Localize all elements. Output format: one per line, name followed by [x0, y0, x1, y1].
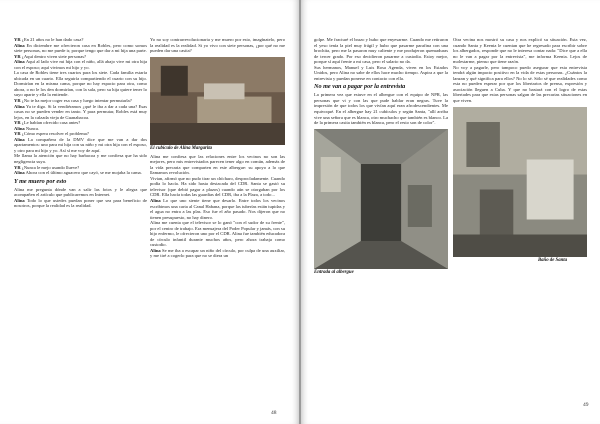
speaker-label: Alina	[150, 247, 161, 253]
paragraph	[14, 70, 147, 98]
speaker-label: YR	[14, 98, 21, 104]
speaker-label: Alina	[14, 197, 25, 203]
photo-icon	[314, 129, 448, 269]
paragraph	[14, 198, 147, 209]
column-1	[14, 37, 147, 209]
paragraph-text: Nunca.	[25, 125, 40, 131]
speaker-label: YR	[14, 131, 21, 137]
speaker-label: Alina	[14, 59, 25, 65]
photo-icon	[453, 107, 587, 257]
speaker-label: Alina	[14, 103, 25, 109]
paragraph-text: Aquí al lado vive mi hija con el niño, allá abajo vive mi otra hija con el esposo; aquí vivimos mi hijo y yo.	[14, 59, 147, 70]
paragraph-text: ¿Aquí dentro viven siete personas?	[21, 53, 87, 59]
paragraph-text: Ahora con el último aguacero que cayó, se me mojaba la cama.	[25, 170, 142, 176]
paragraph	[14, 170, 147, 176]
paragraph-text: golpe. Me fracturé el brazo y hubo que enyesarme. Cuando me retiraron el yeso tenía la piel muy frágil y hubo que pasarme parafina con una brochita, pero me la pasaron muy caliente y me produjeron quemaduras de tercer grado. Por eso decidieron pasarme a custodia. Estoy mejor, porque sí aquí frente a mi casa, pero el salario no da.	[314, 37, 448, 65]
paragraph	[150, 154, 285, 176]
paragraph	[14, 137, 147, 154]
paragraph-text: Sus hermanos, Manuel y Luis Rosa Agenda, viven en los Estados Unidos, pero Alina no sabe de ellos hace mucho tiempo. Aspira a que la entrevista y puedan ponerse en contacto con ella.	[314, 64, 448, 81]
photo-shelter-entrance	[314, 129, 448, 269]
speaker-label: Alina	[14, 136, 25, 142]
photo-icon	[150, 57, 285, 145]
section-heading: Y me muero por esto	[14, 177, 67, 185]
section-heading: No me van a pagar por la entrevista	[314, 83, 406, 91]
paragraph-text: En diciembre me ofrecieron casa en Robles, pero como somos siete personas, no me puede ir, porque tengo que dar a mi hija una parte.	[14, 42, 147, 54]
paragraph	[14, 187, 147, 198]
paragraph	[150, 37, 285, 54]
column-2	[150, 37, 285, 259]
paragraph-text: ¿Cómo espera resolver el problema?	[21, 131, 89, 137]
paragraph-text: No voy a pagarle, pero tampoco puedo asegurar que esta entrevista tendrá algún impacto positivo en la vida de estas personas. ¿Cuántos la lanzan y qué significa para ellos? No lo sé. Sólo sé que realidades como esta no pueden esperar por que los libertarios de prensa, expresión y asociación lleguen a Cuba. Y que no bastará con el logro de estas libertades para que estas personas salgan de las precarias situaciones en que viven.	[453, 64, 587, 104]
photo-alina-cubicle	[150, 57, 285, 145]
photo-caption: Entrada al albergue	[314, 269, 354, 275]
paragraph	[14, 104, 147, 121]
paragraph-text: ¿En 21 años no le han dado casa?	[21, 37, 84, 42]
paragraph-text: Ya te digo. Si la vendiéramos ¿qué le iba a dar a cada una? Esas casas no se pueden vender en tanto. Y para permutar, Robles está muy lejos, en la calzada vieja de Guanabacoa.	[14, 103, 147, 120]
paragraph-text: Lo que uno siente tiene que desarlo. Entre todos los vecinos escribimos una carta al Canal Habana, porque las tuberías están tupidas y el agua no entra a las plas. Eso fue el año pasado. Nos dijeron que no tienen presupuesto, no hay dinero.	[150, 198, 285, 220]
paragraph-text: Alina me pregunta dónde van a salir las fotos y le alegra que acompañen el artículo que publicaremos en Internet.	[14, 186, 147, 198]
speaker-label: Alina	[14, 125, 25, 131]
speaker-label: YR	[14, 53, 21, 59]
page-number-right: 49	[583, 402, 589, 408]
paragraph-text: Vivian, afirmó que no pudo tirar un chícharo, desprocladamente. Cuando podía lo hacía. Ha sido hasta destacada del CDR. Santa se gastó su televisor (que debió pagar a plazos) cuando aún se otorgaban por los CDR. Ella hacía todas las guardias del CDR, iba a la Plaza, a todo...	[150, 175, 285, 198]
paragraph-text: La primera vez que estuve en el albergue con el equipo de NPR, las personas que vi y con las que pude hablar eran negras. Tuve la impresión de que todos los que vivían aquí eran afrodescendientes. Me equivoqué. En el albergue hay 21 cubículos y según Santa, "allí arriba vive una señora que es blanca, otro muchacho que también es blanco. La de la primera casita también es blanca, pero el resto son de color".	[314, 92, 448, 126]
left-page	[0, 0, 299, 424]
page-number-left: 48	[271, 410, 277, 416]
speaker-label: YR	[14, 120, 21, 126]
paragraph-text: Se me iba a escapar un niño del círculo, por culpa de una auxiliar, y me tiré a cogerlo para que no se diera un	[150, 247, 285, 259]
speaker-label: YR	[14, 37, 21, 42]
paragraph-text: Otra vecina nos mostró su casa y nos explicó su situación. Esta vez, cuando Santa y Keenia le cuentan que he regresado para escribir sobre los albergados, responde que no le interesa contar nada: "Dice que a ella no le van a pagar por la entrevista", me informa Keenia. Lejos de molestarme, pienso que tiene razón.	[453, 37, 587, 65]
photo-caption: Baño de Santa	[537, 257, 567, 263]
paragraph	[14, 43, 147, 54]
speaker-label: Alina	[14, 42, 25, 48]
paragraph	[314, 65, 448, 82]
paragraph	[150, 198, 285, 220]
paragraph-text: ¿Le habían ofrecido casa antes?	[21, 120, 81, 126]
paragraph-text: ¿No te ha mejor coger esa casa y luego intentar permutarla?	[21, 98, 132, 104]
photo-caption: El cubículo de Alina Margarita	[150, 145, 212, 151]
paragraph	[14, 153, 147, 164]
photo-santa-bathroom	[453, 107, 587, 257]
paragraph-text: ¿Nunca le mejo usando llueve?	[21, 164, 80, 170]
paragraph	[453, 65, 587, 104]
speaker-label: YR	[14, 164, 21, 170]
paragraph-text: Yo no soy contrarrevolucionaria y me muero por esto, imagínatelo, pero la realidad es la realidad. Si yo vivo con siete personas, ¿por qué no me pueden dar una casita?	[150, 37, 285, 54]
paragraph-text: Todo lo que ustedes puedan poner que sea para beneficio de nosotros, porque la realidad es la realidad.	[14, 197, 147, 209]
paragraph	[453, 37, 587, 65]
speaker-label: Alina	[150, 198, 161, 204]
column-3	[314, 37, 448, 278]
paragraph-text: La compañera de la DMV dice que me van a dar dos apartamentos: uno para mi hija con su niño y mi otra hija con el esposo, y otro para mi hijo y yo. Así sí me voy de aquí.	[14, 136, 147, 153]
speaker-label: Alina	[14, 170, 25, 176]
paragraph	[150, 220, 285, 248]
paragraph	[14, 59, 147, 70]
paragraph	[150, 176, 285, 198]
right-page	[301, 0, 600, 424]
paragraph-text: Alina me confiesa que las relaciones entre los vecinos no son las mejores, pero mis entrevistados parecen tener algo en común, además de la vida precaria que comparten en este albergue: su apoyo a lo que llamamos revolución.	[150, 153, 285, 176]
paragraph-text: La casa de Robles tiene tres cuartos para los siete. Cada familia estaría ubicada en un cuarto. Ella seguiría compartiendo el cuarto con su hijo. Dormirían en la misma cama, porque no hay espacio para otra, como ahora, o no le los den dormirían, con la sala, pero su hija quiere tener lo suyo aparte y ella la entiende.	[14, 70, 147, 98]
paragraph-text: Alina me cuenta que el televisor se lo ganó "con el sudor de su frente", por el centro de trabajo. Era mensajera del Poder Popular y jamás, con su hijo enfermo, le ofrecieron uno por el CDR. Alina fue también educadora de círculo infantil durante muchos años, pero ahora trabaja como custodio.	[150, 220, 285, 248]
paragraph	[314, 92, 448, 125]
column-4	[453, 37, 587, 266]
paragraph	[150, 248, 285, 259]
paragraph-text: Me llama la atención que no hay barbacoa y me confiesa que ha sido negligencia suya.	[14, 153, 147, 165]
paragraph	[314, 37, 448, 65]
